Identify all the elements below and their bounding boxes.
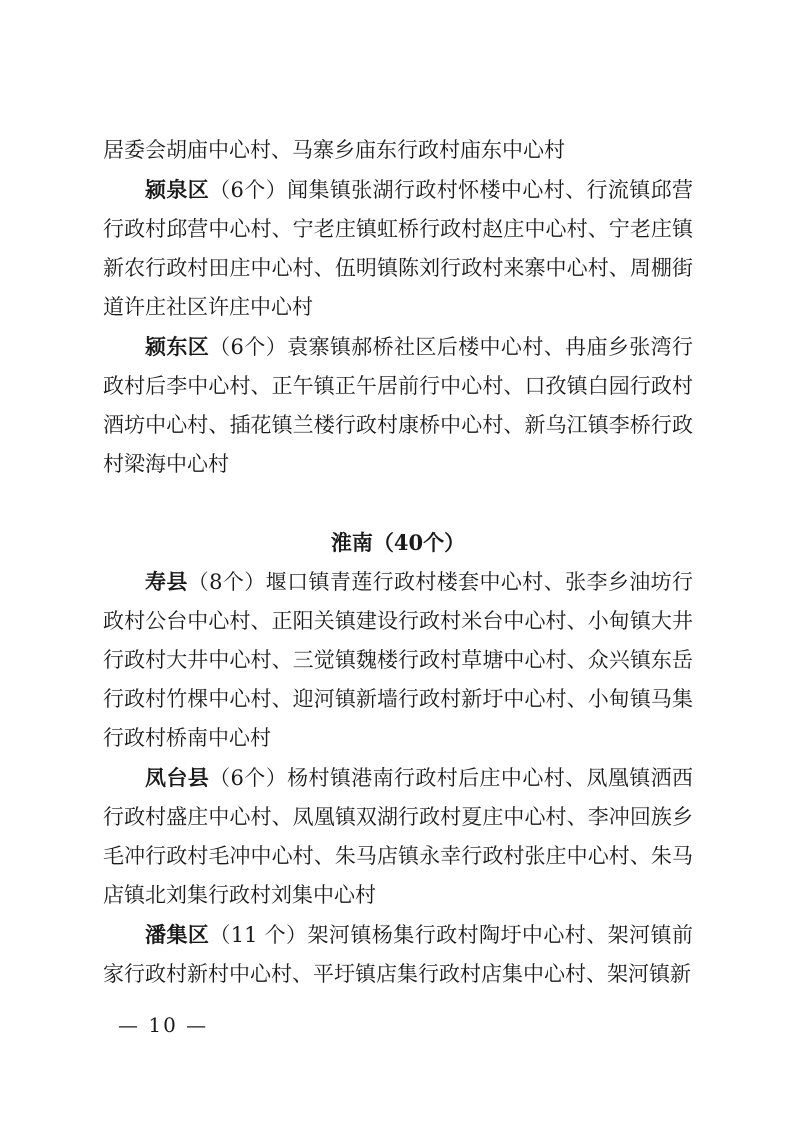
county-name: 寿县 xyxy=(145,569,188,594)
county-entry-fengtai xyxy=(103,758,693,915)
county-name: 潘集区 xyxy=(145,922,210,947)
county-entry-yingdong xyxy=(103,327,693,484)
county-name: 颍泉区 xyxy=(145,177,210,202)
county-entry-panji xyxy=(103,915,693,994)
section-title-huainan: 淮南（40个） xyxy=(330,530,466,555)
county-villages: （8个）堰口镇青莲行政村楼套中心村、张李乡油坊行政村公台中心村、正阳关镇建设行政村米台中心村、小甸镇大井行政村大井中心村、三觉镇魏楼行政村草塘中心村、众兴镇东岳行政村竹棵中心村、迎河镇新墙行政村新圩中心村、小甸镇马集行政村桥南中心村 xyxy=(103,570,694,750)
county-entry-yingquan xyxy=(103,170,693,327)
county-entry-shouxian xyxy=(103,562,693,758)
county-villages: （6个）袁寨镇郝桥社区后楼中心村、冉庙乡张湾行政村后李中心村、正午镇正午居前行中心村、口孜镇白园行政村酒坊中心村、插花镇兰楼行政村康桥中心村、新乌江镇李桥行政村梁海中心村 xyxy=(103,335,694,476)
continued-paragraph: 居委会胡庙中心村、马寨乡庙东行政村庙东中心村 xyxy=(103,138,565,162)
county-name: 凤台县 xyxy=(145,765,210,790)
document-body xyxy=(103,131,693,994)
county-villages: （6个）杨村镇港南行政村后庄中心村、凤凰镇洒西行政村盛庄中心村、凤凰镇双湖行政村夏庄中心村、李冲回族乡毛冲行政村毛冲中心村、朱马店镇永幸行政村张庄中心村、朱马店镇北刘集行政村刘集中心村 xyxy=(103,766,694,907)
county-villages: （11 个）架河镇杨集行政村陶圩中心村、架河镇前家行政村新村中心村、平圩镇店集行政村店集中心村、架河镇新 xyxy=(103,923,693,986)
page-number: — 10 — xyxy=(118,1013,209,1037)
county-name: 颍东区 xyxy=(145,334,210,359)
county-villages: （6个）闻集镇张湖行政村怀楼中心村、行流镇邱营行政村邱营中心村、宁老庄镇虹桥行政村赵庄中心村、宁老庄镇新农行政村田庄中心村、伍明镇陈刘行政村来寨中心村、周棚街道许庄社区许庄中心村 xyxy=(103,178,694,319)
